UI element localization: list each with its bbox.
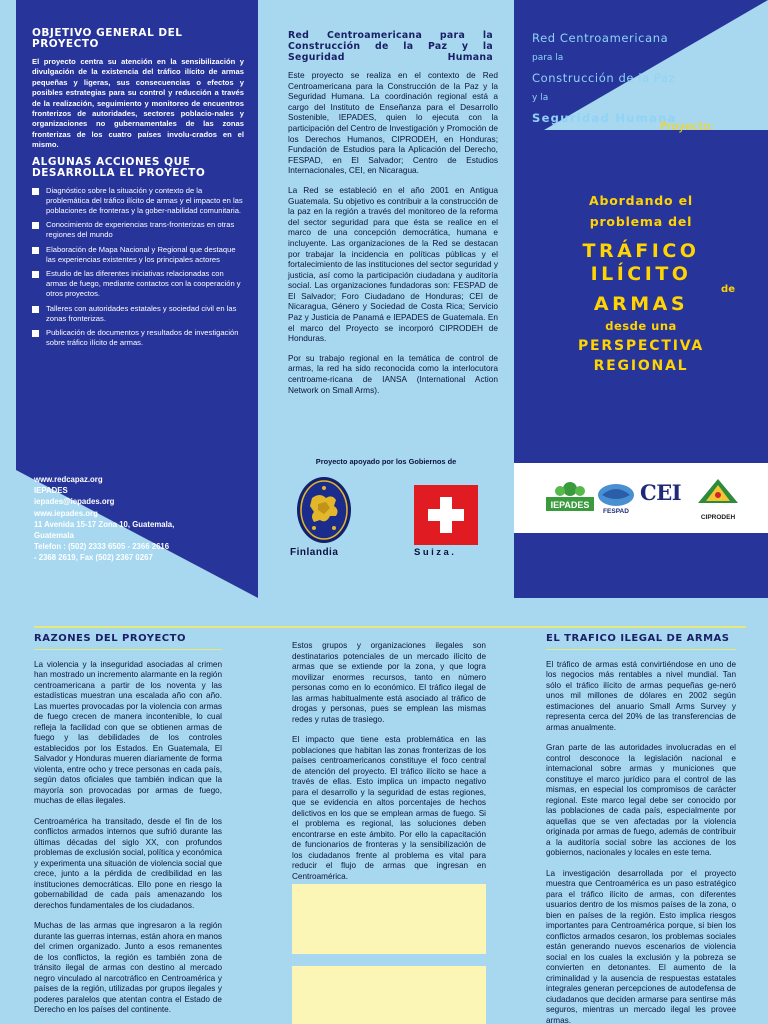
org-line: para la <box>532 53 564 63</box>
traffic-column <box>546 634 736 1024</box>
website-link[interactable]: www.redcapaz.org <box>34 475 103 484</box>
bullet-square <box>32 306 39 313</box>
paragraph: Este proyecto se realiza en el contexto de Red Centroamericana para la Construcción de la Paz y la Seguridad Humana. La coordinación regional está a cargo del Instituto de Enseñanza para el Desarrollo Sostenible, IEPADES, quien lo ejecuta con la participación del Centro de Investigación y Promoción de los Derechos Humanos, CIPRODEH, en Honduras; Fundación de Estudios para la Aplicación del Derecho, FESPAD, en El Salvador; Centro de Estudios Internacionales, CEI, en Nicaragua. <box>288 70 498 176</box>
bullet-square <box>32 271 39 278</box>
reasons-heading: RAZONES DEL PROYECTO <box>34 634 222 650</box>
paragraph: La Red se estableció en el año 2001 en Antigua Guatemala. Su objetivo es contribuir a la construcción de la paz en la región a través del monitoreo de la reforma del sector seguridad para que ésta se realice en el marco de una concepción democrática, humana e incluyente. Las organizaciones de la Red se destacan por trabajar la incidencia en políticas públicas y el fortalecimiento de las instituciones del sector seguridad y justicia, así como la participación ciudadana y auditoría social. Las organizaciones fundadoras son: FESPAD de El Salvador; Foro Ciudadano de Honduras; CEI de Nicaragua, Género y Sociedad de Costa Rica; Servicio Paz y Justicia de Panamá e IEPADES de Guatemala. En el marco del Proyecto se incorporó CIPRODEH de Honduras. <box>288 184 498 344</box>
bullet-square <box>32 222 39 229</box>
middle-column <box>292 641 486 892</box>
org-line: Seguridad Humana <box>532 111 677 125</box>
title-line: de <box>721 284 735 295</box>
cei-logo: CEI <box>640 480 682 505</box>
paragraph: Estos grupos y organizaciones ilegales son destinatarios potenciales de un mercado ilícito de armas que se extiende por la zona, y que logra movilizar enormes recursos, tanto en número personas como en lo económico. El tráfico ilegal de las armas habitualmente está asociado al tráfico de drogas y personas, pues se emplean las mismas redes y rutas de trasiego. <box>292 641 486 724</box>
paragraph: La investigación desarrollada por el proyecto muestra que Centroamérica es un paso estratégico para el tráfico ilícito de armas, con diferentes usuarios dentro de los mismos países de la zona, o bien en países de la región. Esto implica riesgos importantes para Centroamérica porque, si bien los conflictos armados cesaron, los problemas sociales están generando nuevos escenarios de violencia social en los cuales la exclusión y la pobreza se convierten en detonantes. El aumento de la criminalidad y la ausencia de respuestas estatales integrales generan percepciones de autodefensa de ciudadanos que deciden armarse para sentirse más seguros, mientras un mercado ilegal les provee armas. <box>546 868 736 1024</box>
cover-title <box>514 190 768 376</box>
org-name: IEPADES <box>34 486 68 496</box>
action-text: Conocimiento de experiencias trans-fronterizas en otras regiones del mundo <box>46 220 235 240</box>
contact-block <box>34 474 250 564</box>
panel-objective <box>16 0 258 598</box>
paragraph: El impacto que tiene esta problemática en las poblaciones que habitan las zonas fronterizas de los países centroamericanos constituye el foco central de atención del proyecto. El tráfico ilícito se hace a través de ellas. Esto implica un impacto negativo para el desarrollo y la seguridad de estas regiones, que se evidencia en altos porcentajes de hechos delictivos en los que se emplean armas de fuego. Si el problema es regional, las soluciones deben encontrarse en este ámbito. Por ello la capacitación de funcionarios de fronteras y la sensibilización de los ciudadanos frente al problema es vital para reducir el flujo de armas que ingresan en Centroamérica. <box>292 735 486 881</box>
iepades-logo-icon <box>546 477 594 519</box>
paragraph: Gran parte de las autoridades involucradas en el control desconoce la legislación nacional e internacional sobre armas y municiones que constituye el marco jurídico para el control de las mismas, en especial los compromisos de carácter regional. Este marco legal debe ser conocido por las poblaciones de cada país, especialmente por aquellas que se ven afectadas por la violencia originada por armas de fuego, además de contribuir a la auditoría social sobre las acciones de los gobiernos, nacionales y locales en este tema. <box>546 743 736 857</box>
email-link[interactable]: iepades@iepades.org <box>34 497 115 507</box>
list-item <box>32 328 244 348</box>
reasons-column <box>34 634 222 1024</box>
org-line: Red Centroamericana <box>532 31 669 45</box>
iepades-logo-text: IEPADES <box>550 500 590 510</box>
address-line: 11 Avenida 15-17 Zona 10, Guatemala, <box>34 519 175 529</box>
fespad-logo-icon <box>596 481 636 515</box>
list-item <box>32 304 244 324</box>
switzerland-label: Suiza. <box>414 547 457 558</box>
title-line: TRÁFICO <box>582 240 700 262</box>
title-line: REGIONAL <box>593 358 689 374</box>
address-line: Guatemala <box>34 531 74 541</box>
network-body <box>288 70 498 404</box>
title-line: PERSPECTIVA <box>577 338 705 354</box>
action-text: Talleres con autoridades estatales y sociedad civil en las zonas fronterizas. <box>46 303 237 323</box>
paragraph: Centroamérica ha transitado, desde el fin de los conflictos armados internos que sufrió durante las últimas décadas del siglo XX, con profundos problemas de exclusión social, política y económica y experimenta una situación de violencia social que crece, junto a la pérdida de credibilidad en las instituciones democráticas. Ello pone en riesgo la gobernabilidad de cada país amenazando los derechos fundamentales de los ciudadanos. <box>34 816 222 910</box>
actions-list <box>32 186 244 349</box>
finland-label: Finlandia <box>290 547 339 558</box>
panel-cover <box>514 0 768 598</box>
title-line: ILÍCITO <box>590 263 692 285</box>
action-text: Estudio de las diferentes iniciativas relacionadas con armas de fuego, mediante contactos con la cooperación y otros proyectos. <box>46 269 241 299</box>
bullet-square <box>32 188 39 195</box>
title-line: Abordando el <box>589 193 693 208</box>
list-item <box>32 186 244 217</box>
project-label: Proyecto: <box>660 119 714 133</box>
support-caption: Proyecto apoyado por los Gobiernos de <box>315 457 457 466</box>
finland-coat-of-arms-icon <box>296 476 352 544</box>
paragraph: La violencia y la inseguridad asociadas al crimen han mostrado un incremento alarmante en la región centroamericana a partir de los noventa y las estadísticas muestran una escalada año con año. Las muertes provocadas por la violencia con armas de fuego crecen de manera incontenible, lo cual refleja la facilidad con que se obtienen armas de fuego y las debilidades de los controles establecidos por los Estados. En Guatemala, El Salvador y Honduras mueren diariamente de forma violenta, entre ocho y trece personas en cada país, según datos oficiales que también indican que la mayoría son provocadas por armas de fuego, muchas de ellas ilegales. <box>34 659 222 805</box>
list-item <box>32 245 244 265</box>
list-item <box>32 220 244 240</box>
ciprodeh-logo <box>690 477 746 521</box>
objective-text: El proyecto centra su atención en la sensibilización y divulgación de la existencia del tráfico ilícito de armas pequeñas y ligeras, sus consecuencias o efectos y posibles estrategias para su control y reducción a través de la realización, seguimiento y monitoreo de encuentros fronterizos de autoridades, sectores poblacio-nales y organizaciones no gubernamentales de las zonas fronterizas de los cuatro países involu-crados en el mismo. <box>32 57 244 150</box>
title-line: ARMAS <box>593 293 689 315</box>
org-line: Construcción de la Paz <box>532 71 676 85</box>
list-item <box>32 269 244 300</box>
partner-logos-band <box>514 463 768 533</box>
traffic-heading: EL TRAFICO ILEGAL DE ARMAS <box>546 634 736 650</box>
ciprodeh-logo-icon <box>690 477 746 511</box>
fespad-logo-text: FESPAD <box>603 508 629 515</box>
bullet-square <box>32 247 39 254</box>
network-title: Red Centroamericana para la Construcción de la Paz y la Seguridad Humana <box>288 30 493 63</box>
paragraph: El tráfico de armas está convirtiéndose en uno de los negocios más rentables a nivel mundial. Tan sólo el tráfico ilícito de armas pequeñas ge-neró unos mil millones de dólares en 2002 según estimaciones del anuario Small Arms Survey y representa cerca del 20% de las transferencias de armas anualmente. <box>546 659 736 732</box>
title-line: problema del <box>589 214 693 229</box>
paragraph: Muchas de las armas que ingresaron a la región durante las guerras internas, están ahora en manos del crimen organizado. Junto a esos remanentes de los conflictos, la región es también zona de tránsito ilegal de armas con destino al mercado negro vinculado al narcotráfico en Centroamérica y países de la región, utilizadas por grupos ilegales y poderes paralelos que atentan contra el Estado de Derecho en los países del continente. <box>34 921 222 1014</box>
actions-heading: ALGUNAS ACCIONES QUE DESARROLLA EL PROYECTO <box>32 155 206 179</box>
phone-line: Telefon : (502) 2333 6505 - 2366 2616 <box>34 542 170 552</box>
website-link[interactable]: www.iepades.org <box>34 508 98 518</box>
ciprodeh-logo-text: CIPRODEH <box>700 514 736 521</box>
highlight-box <box>292 966 486 1024</box>
phone-line: - 2368 2619, Fax (502) 2367 0267 <box>34 553 153 563</box>
action-text: Publicación de documentos y resultados de investigación sobre tráfico ilícito de armas. <box>46 328 239 348</box>
org-line: y la <box>532 93 549 103</box>
swiss-flag-icon <box>414 485 478 545</box>
highlight-box <box>292 884 486 954</box>
action-text: Diagnóstico sobre la situación y contexto de la problemática del tráfico ilícito de armas y el impacto en las poblaciones de fronteras y la gober-nabilidad comunitaria. <box>46 185 243 216</box>
paragraph: Por su trabajo regional en la temática de control de armas, la red ha sido reconocida como la interlocutora centroame-ricana de IANSA (International Action Network on Small Arms). <box>288 352 498 395</box>
action-text: Elaboración de Mapa Nacional y Regional que destaque las experiencias existentes y los principales actores <box>46 244 236 264</box>
objective-heading: OBJETIVO GENERAL DEL PROYECTO <box>32 27 183 50</box>
section-divider <box>34 626 746 628</box>
network-name <box>532 28 758 128</box>
title-line: desde una <box>605 319 677 333</box>
bullet-square <box>32 330 39 337</box>
